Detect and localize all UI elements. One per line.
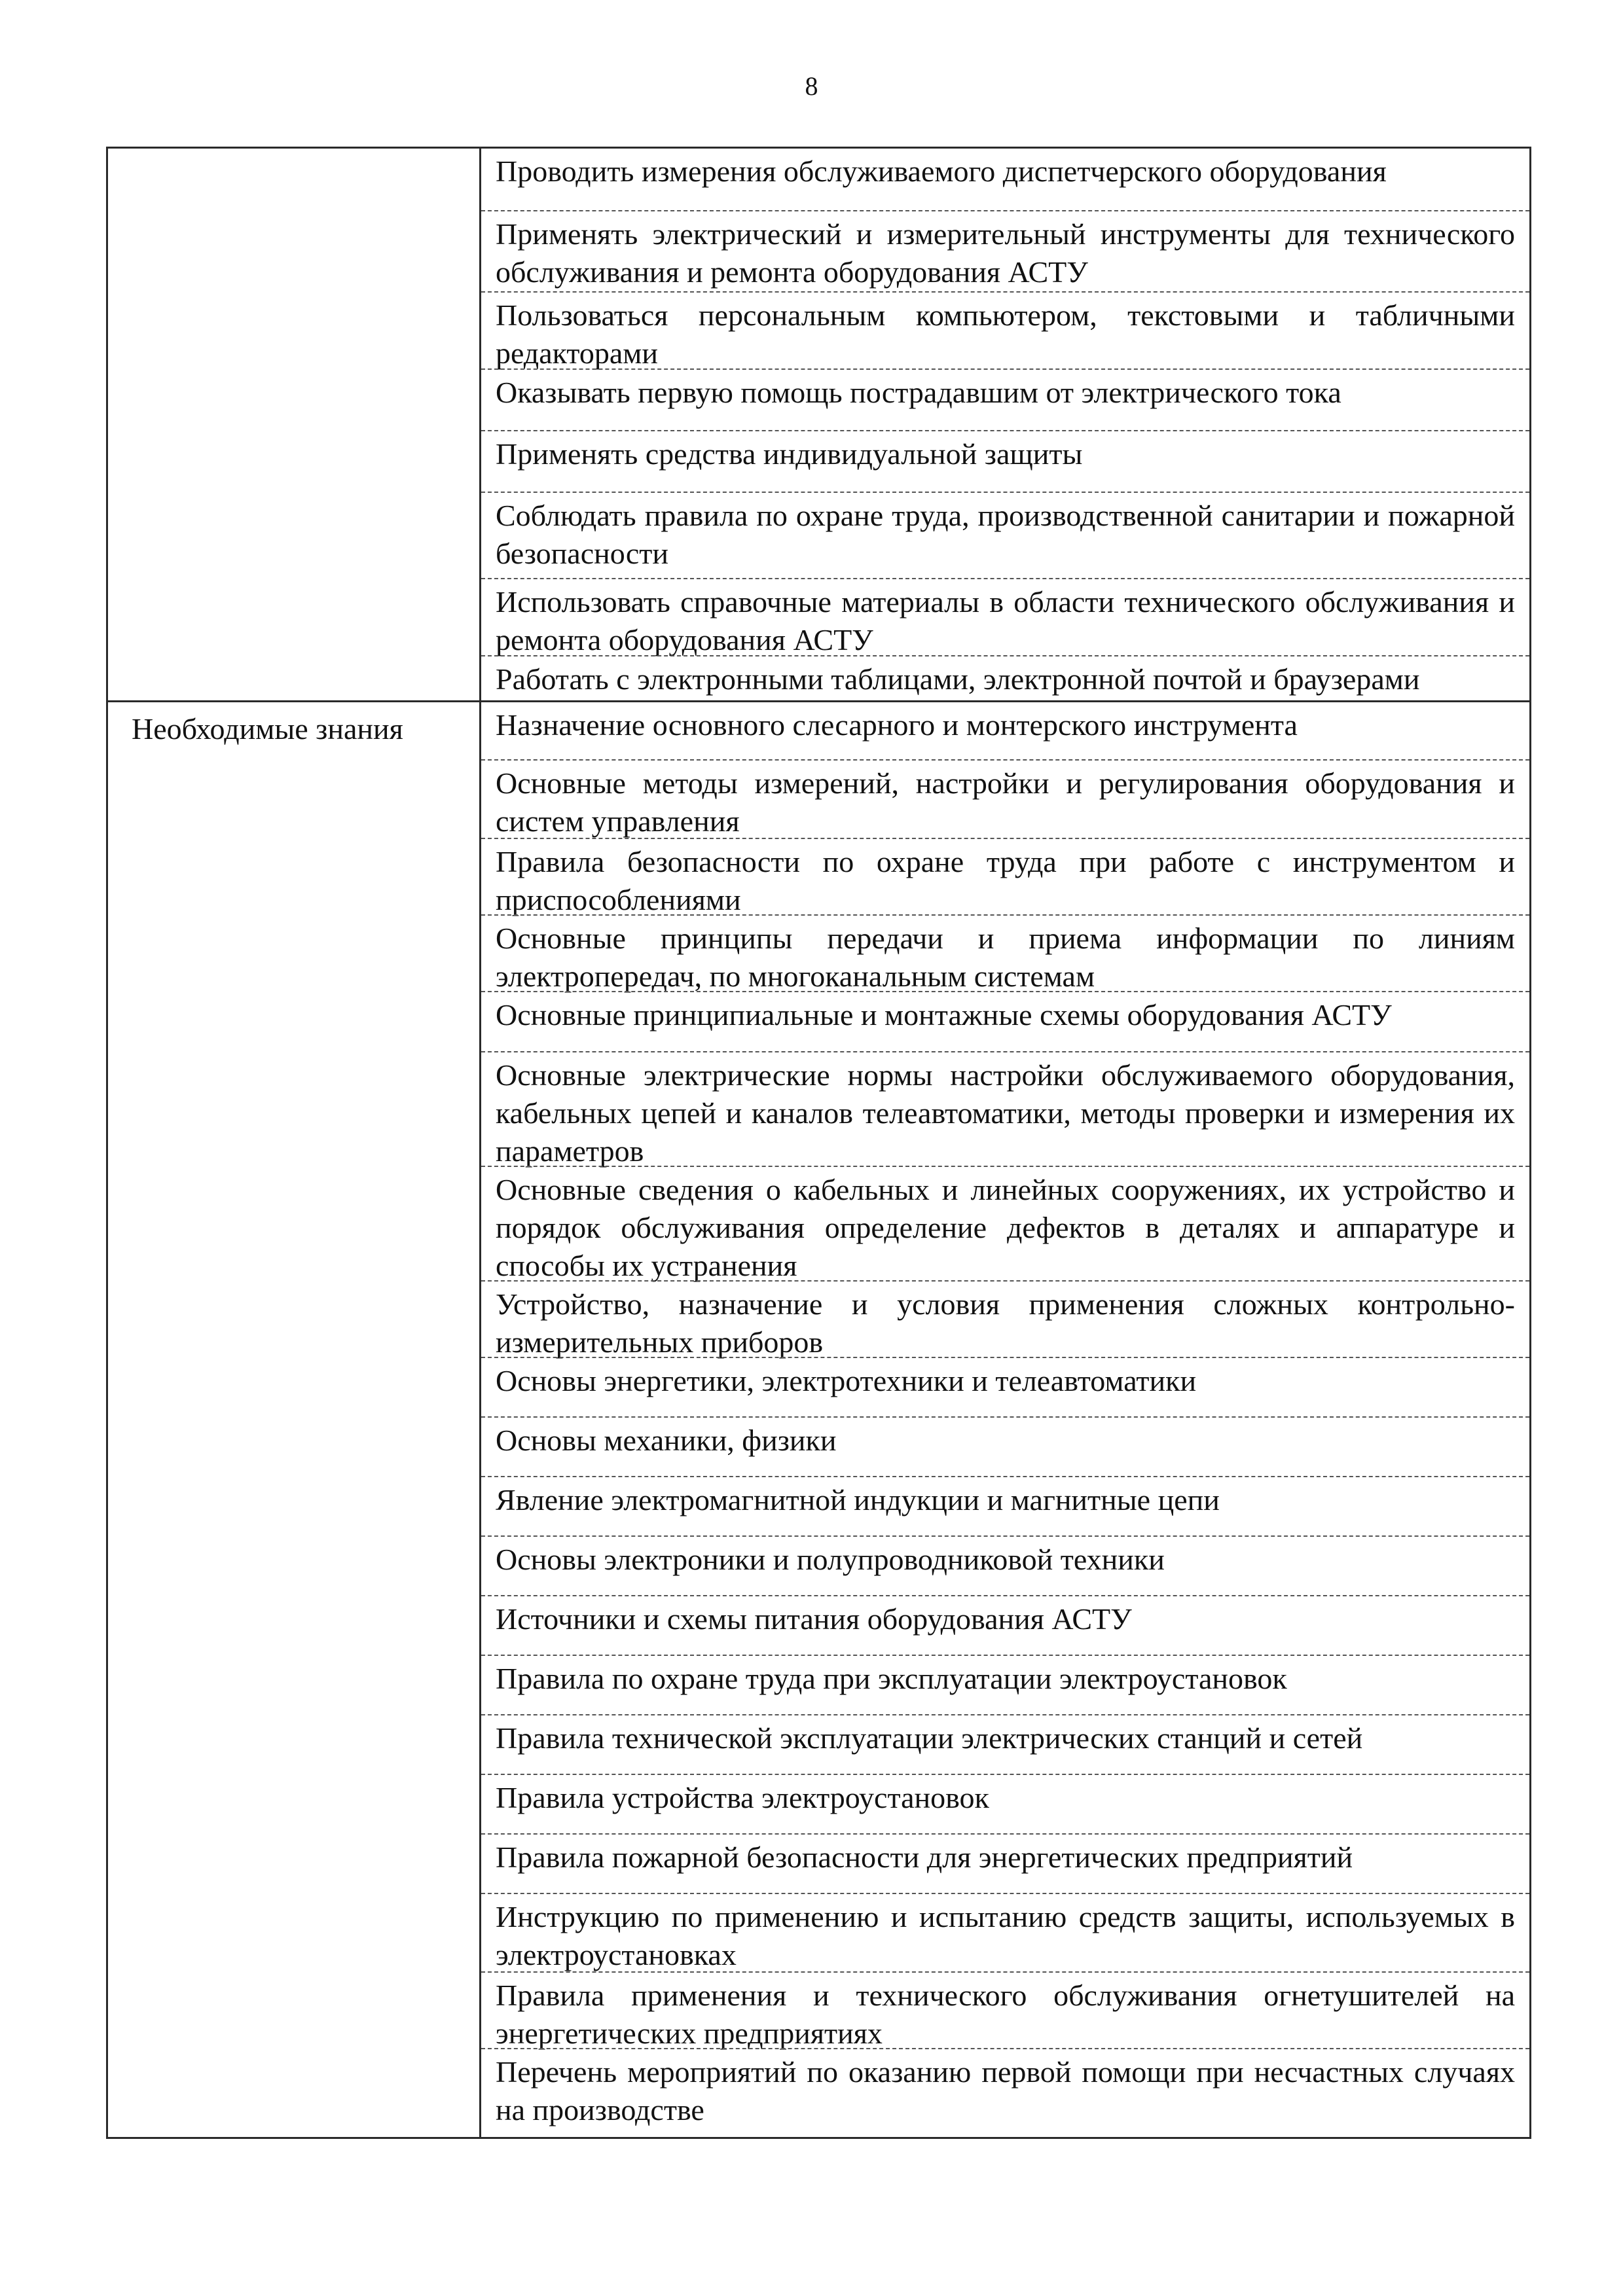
row-text: Применять электрический и измерительный инструменты для технического обслуживания и ремонта оборудования АСТУ (496, 217, 1515, 289)
row-text: Применять средства индивидуальной защиты (496, 437, 1083, 471)
table-row (481, 2048, 1529, 2137)
row-text: Правила технической эксплуатации электрических станций и сетей (496, 1721, 1363, 1755)
table-row (481, 210, 1529, 291)
table-row (481, 1476, 1529, 1535)
row-text: Правила применения и технического обслуживания огнетушителей на энергетических предприятиях (496, 1979, 1515, 2050)
row-text: Основные принципиальные и монтажные схемы оборудования АСТУ (496, 998, 1392, 1031)
row-text: Перечень мероприятий по оказанию первой помощи при несчастных случаях на производстве (496, 2055, 1515, 2126)
table-row (481, 430, 1529, 492)
page-number: 8 (805, 71, 818, 101)
table-row (481, 1971, 1529, 2048)
table-row (481, 700, 1529, 759)
row-text: Основы механики, физики (496, 1424, 837, 1457)
row-text: Правила безопасности по охране труда при работе с инструментом и приспособлениями (496, 845, 1515, 916)
table-row (481, 1051, 1529, 1166)
row-text: Правила устройства электроустановок (496, 1781, 989, 1814)
row-text: Источники и схемы питания оборудования АСТУ (496, 1602, 1132, 1636)
competency-table (106, 147, 1531, 2139)
table-row (481, 1655, 1529, 1714)
table-row (481, 1893, 1529, 1971)
table-row (481, 1714, 1529, 1774)
table-row (481, 655, 1529, 700)
table-row (481, 368, 1529, 430)
row-text: Основные электрические нормы настройки обслуживаемого оборудования, кабельных цепей и каналов телеавтоматики, методы проверки и измерения их параметров (496, 1058, 1515, 1168)
row-text: Основные принципы передачи и приема информации по линиям электропередач, по многоканальным системам (496, 922, 1515, 993)
table-row (481, 991, 1529, 1051)
table-row (481, 1416, 1529, 1476)
table-row (481, 759, 1529, 838)
row-text: Работать с электронными таблицами, электронной почтой и браузерами (496, 662, 1420, 696)
table-row (481, 149, 1529, 210)
items-column (481, 149, 1529, 2137)
row-text: Устройство, назначение и условия применения сложных контрольно-измерительных приборов (496, 1287, 1515, 1359)
table-row (481, 1166, 1529, 1280)
table-row (481, 492, 1529, 578)
table-row (481, 1280, 1529, 1357)
row-text: Соблюдать правила по охране труда, производственной санитарии и пожарной безопасности (496, 499, 1515, 570)
row-text: Основы энергетики, электротехники и телеавтоматики (496, 1364, 1197, 1397)
table-row (481, 914, 1529, 991)
row-text: Назначение основного слесарного и монтерского инструмента (496, 708, 1298, 742)
table-row (481, 1357, 1529, 1416)
category-column (108, 149, 481, 2137)
table-row (481, 1833, 1529, 1893)
row-text: Проводить измерения обслуживаемого диспетчерского оборудования (496, 154, 1387, 188)
section-divider (108, 700, 481, 702)
table-row (481, 1535, 1529, 1595)
row-text: Правила пожарной безопасности для энергетических предприятий (496, 1840, 1353, 1874)
row-text: Правила по охране труда при эксплуатации электроустановок (496, 1662, 1287, 1695)
table-row (481, 578, 1529, 655)
row-text: Использовать справочные материалы в области технического обслуживания и ремонта оборудования АСТУ (496, 585, 1515, 656)
section-label-knowledge: Необходимые знания (132, 712, 403, 745)
row-text: Основные сведения о кабельных и линейных сооружениях, их устройство и порядок обслуживания определение дефектов в деталях и аппаратуре и способы их устранения (496, 1173, 1515, 1282)
row-text: Пользоваться персональным компьютером, текстовыми и табличными редакторами (496, 298, 1515, 370)
row-text: Явление электромагнитной индукции и магнитные цепи (496, 1483, 1220, 1516)
row-text: Основы электроники и полупроводниковой техники (496, 1543, 1165, 1576)
table-row (481, 291, 1529, 368)
table-row (481, 1595, 1529, 1655)
table-row (481, 1774, 1529, 1833)
table-row (481, 838, 1529, 914)
row-text: Оказывать первую помощь пострадавшим от электрического тока (496, 376, 1341, 409)
row-text: Инструкцию по применению и испытанию средств защиты, используемых в электроустановках (496, 1900, 1515, 1971)
row-text: Основные методы измерений, настройки и регулирования оборудования и систем управления (496, 766, 1515, 838)
